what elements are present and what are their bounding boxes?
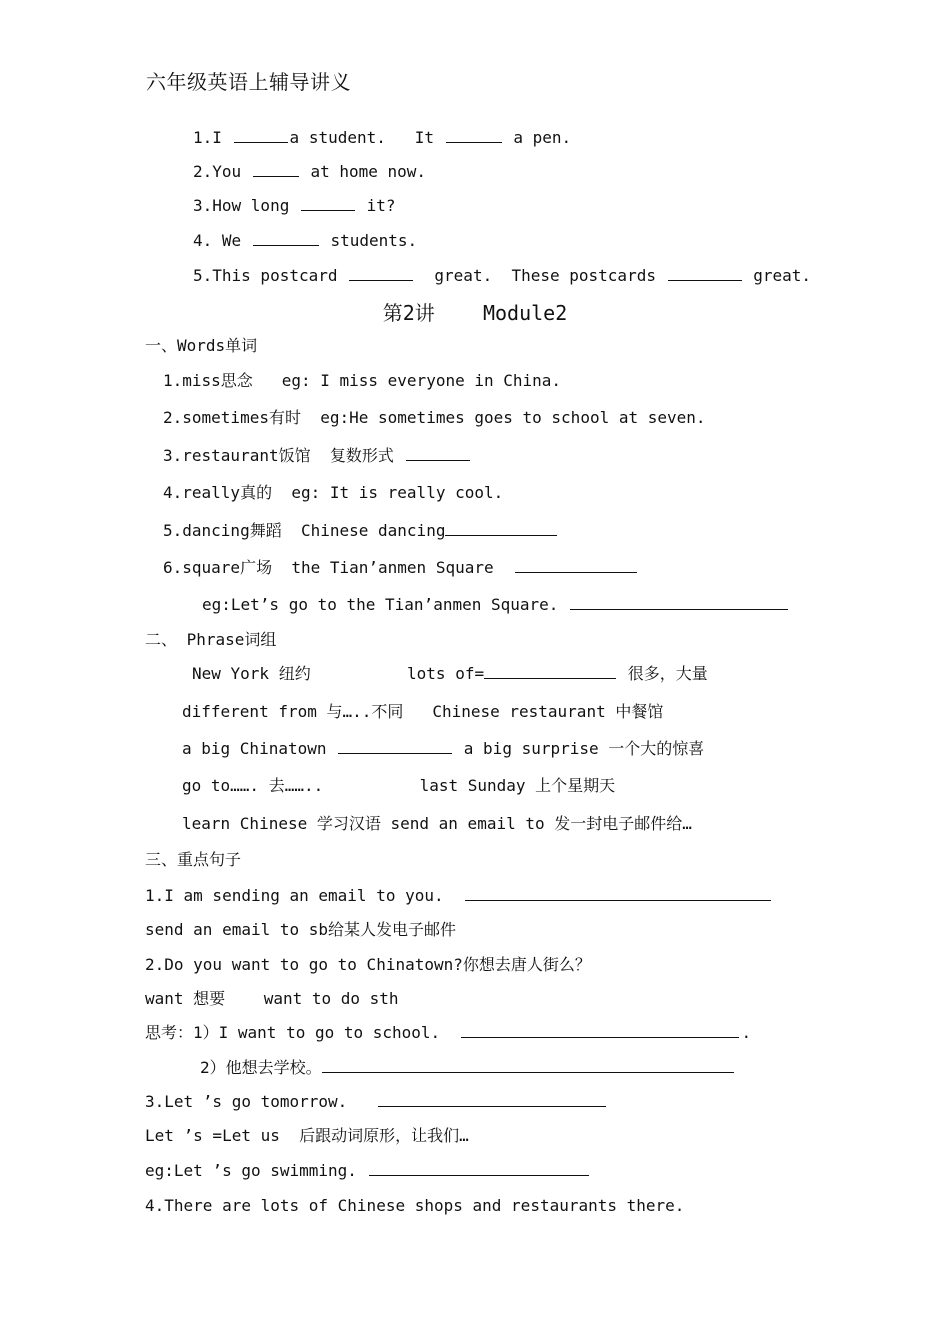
answer-blank[interactable] bbox=[570, 595, 788, 610]
answer-blank[interactable] bbox=[445, 521, 557, 536]
answer-blank[interactable] bbox=[406, 446, 470, 461]
word-item: 6.square广场 the Tian’anmen Square bbox=[163, 558, 639, 578]
sentence-line: 思考：1）I want to go to school. . bbox=[145, 1023, 752, 1042]
word-item: 4.really真的 eg: It is really cool. bbox=[163, 483, 504, 502]
word-item: 3.restaurant饭馆 复数形式 bbox=[163, 446, 472, 466]
section-sentences-title: 三、重点句子 bbox=[145, 850, 242, 869]
answer-blank[interactable] bbox=[446, 128, 502, 143]
exercise-5: 5.This postcard great. These postcards great. bbox=[193, 266, 812, 285]
exercise-1: 1.I a student. It a pen. bbox=[193, 128, 572, 147]
phrase-row: go to……. 去…….. last Sunday 上个星期天 bbox=[182, 776, 616, 795]
answer-blank[interactable] bbox=[378, 1092, 606, 1107]
sentence-line: 2.Do you want to go to Chinatown?你想去唐人街么？ bbox=[145, 955, 591, 974]
lecture-title bbox=[0, 297, 950, 326]
exercise-3: 3.How long it? bbox=[193, 196, 396, 215]
answer-blank[interactable] bbox=[668, 266, 742, 281]
answer-blank[interactable] bbox=[338, 739, 452, 754]
answer-blank[interactable] bbox=[349, 266, 413, 281]
answer-blank[interactable] bbox=[234, 128, 288, 143]
section-words-title: 一、Words单词 bbox=[145, 336, 258, 355]
word-example: eg:Let’s go to the Tian’anmen Square. bbox=[202, 595, 790, 615]
sentence-line: send an email to sb给某人发电子邮件 bbox=[145, 920, 457, 939]
answer-blank[interactable] bbox=[253, 231, 319, 246]
answer-blank[interactable] bbox=[461, 1023, 739, 1038]
exercise-4: 4. We students. bbox=[193, 231, 418, 250]
answer-blank[interactable] bbox=[253, 162, 299, 177]
phrase-row: different from 与…..不同 Chinese restaurant 中餐馆 bbox=[182, 702, 664, 721]
answer-blank[interactable] bbox=[369, 1161, 589, 1176]
sentence-line: 1.I am sending an email to you. bbox=[145, 886, 773, 906]
answer-blank[interactable] bbox=[484, 664, 616, 679]
section-phrase-title: 二、 Phrase词组 bbox=[145, 630, 277, 649]
exercise-2: 2.You at home now. bbox=[193, 162, 427, 181]
lecture-number: 第2讲 bbox=[382, 301, 435, 325]
phrase-row: a big Chinatown a big surprise 一个大的惊喜 bbox=[182, 739, 705, 758]
sentence-line: want 想要 want to do sth bbox=[145, 989, 399, 1008]
phrase-row: learn Chinese 学习汉语 send an email to 发一封电子邮件给… bbox=[182, 814, 692, 833]
word-item: 2.sometimes有时 eg:He sometimes goes to school at seven. bbox=[163, 408, 706, 427]
phrase-row: New York 纽约 lots of= 很多，大量 bbox=[192, 664, 708, 683]
sentence-line: eg:Let ’s go swimming. bbox=[145, 1161, 591, 1181]
word-item: 1.miss思念 eg: I miss everyone in China. bbox=[163, 371, 562, 390]
answer-blank[interactable] bbox=[301, 196, 355, 211]
word-item: 5.dancing舞蹈 Chinese dancing bbox=[163, 521, 559, 541]
sentence-line: Let ’s =Let us 后跟动词原形，让我们… bbox=[145, 1126, 469, 1145]
answer-blank[interactable] bbox=[322, 1058, 734, 1073]
lecture-module: Module2 bbox=[482, 301, 568, 325]
answer-blank[interactable] bbox=[515, 558, 637, 573]
page-header: 六年级英语上辅导讲义 bbox=[146, 70, 351, 94]
sentence-line: 4.There are lots of Chinese shops and restaurants there. bbox=[145, 1196, 685, 1215]
sentence-line: 2）他想去学校。 bbox=[200, 1058, 736, 1078]
sentence-line: 3.Let ’s go tomorrow. bbox=[145, 1092, 608, 1112]
answer-blank[interactable] bbox=[465, 886, 771, 901]
